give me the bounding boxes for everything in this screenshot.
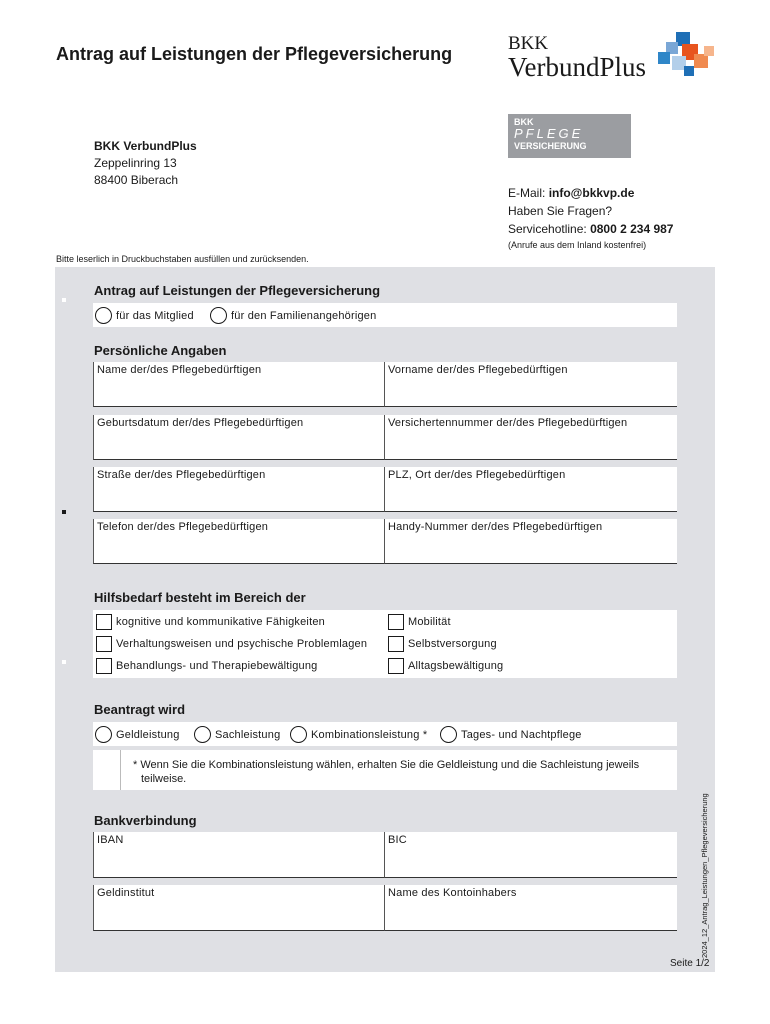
checkbox-icon[interactable] [388, 658, 404, 674]
fold-marker [62, 660, 66, 664]
field-versichertennummer[interactable] [384, 415, 677, 460]
checkbox-icon[interactable] [96, 636, 112, 652]
punch-marker [62, 510, 66, 514]
checkbox-verhalten[interactable] [96, 636, 367, 652]
option-label: Selbstversorgung [408, 638, 497, 650]
field-strasse[interactable] [93, 467, 384, 512]
email-label: E-Mail: [508, 186, 546, 200]
field-label: Telefon der/des Pflegebedürftigen [97, 521, 269, 533]
section-antrag-title: Antrag auf Leistungen der Pflegeversicherung [94, 283, 381, 298]
contact-question: Haben Sie Fragen? [508, 204, 613, 218]
pflegeversicherung-badge [508, 114, 631, 158]
field-label: Vorname der/des Pflegebedürftigen [388, 364, 568, 376]
field-label: Name der/des Pflegebedürftigen [97, 364, 262, 376]
option-familienangehoeriger[interactable] [210, 307, 376, 324]
option-sachleistung[interactable] [194, 726, 280, 743]
radio-icon[interactable] [95, 307, 112, 324]
field-label: Straße der/des Pflegebedürftigen [97, 469, 266, 481]
badge-line3: VERSICHERUNG [514, 141, 587, 151]
field-label: IBAN [97, 834, 124, 846]
recipient-address [94, 138, 197, 189]
field-bic[interactable] [384, 832, 677, 878]
page-number: Seite 1/2 [670, 958, 710, 969]
field-geldinstitut[interactable] [93, 885, 384, 931]
option-label: Verhaltungsweisen und psychische Problemlagen [116, 638, 368, 650]
checkbox-behandlung[interactable] [96, 658, 317, 674]
option-label: Mobilität [408, 616, 451, 628]
logo-squares-icon [632, 32, 718, 78]
instruction-text: Bitte leserlich in Druckbuchstaben ausfüllen und zurücksenden. [56, 254, 309, 264]
option-label: für den Familienangehörigen [231, 309, 377, 322]
logo-top-text: BKK [508, 33, 549, 54]
field-label: Handy-Nummer der/des Pflegebedürftigen [388, 521, 603, 533]
option-tages-nachtpflege[interactable] [440, 726, 582, 743]
hotline-note: (Anrufe aus dem Inland kostenfrei) [508, 240, 647, 250]
document-code: 2024_12_Antrag_Leistungen_Pflegeversicherung [700, 793, 709, 958]
address-city: 88400 Biberach [94, 173, 179, 187]
badge-line1: BKK [514, 117, 534, 127]
radio-icon[interactable] [210, 307, 227, 324]
hotline-number: 0800 2 234 987 [590, 222, 674, 236]
badge-line2: PFLEGE [514, 126, 584, 141]
hilfsbedarf-options [93, 610, 677, 678]
section-personal-title: Persönliche Angaben [94, 343, 227, 358]
field-label: Versichertennummer der/des Pflegebedürftigen [388, 417, 628, 429]
checkbox-icon[interactable] [388, 636, 404, 652]
logo-main-text: VerbundPlus [508, 52, 647, 82]
bkk-logo [508, 34, 646, 81]
email-link[interactable]: info@bkkvp.de [548, 186, 635, 200]
field-name[interactable] [93, 362, 384, 407]
checkbox-icon[interactable] [96, 658, 112, 674]
note-divider [120, 750, 677, 790]
field-handy[interactable] [384, 519, 677, 564]
section-beantragt-title: Beantragt wird [94, 702, 186, 717]
field-label: Name des Kontoinhabers [388, 887, 517, 899]
field-label: BIC [388, 834, 407, 846]
option-label: Behandlungs- und Therapiebewältigung [116, 660, 318, 672]
checkbox-mobilitaet[interactable] [388, 614, 451, 630]
option-mitglied[interactable] [95, 307, 194, 324]
address-street: Zeppelinring 13 [94, 156, 177, 170]
field-iban[interactable] [93, 832, 384, 878]
address-name: BKK VerbundPlus [94, 139, 197, 153]
radio-icon[interactable] [194, 726, 211, 743]
field-vorname[interactable] [384, 362, 677, 407]
option-label: Tages- und Nachtpflege [461, 728, 582, 741]
note-line1: * Wenn Sie die Kombinationsleistung wählen, erhalten Sie die Geldleistung und die Sachleistung jeweils [133, 759, 640, 771]
beantragt-options [93, 722, 677, 746]
hotline-label: Servicehotline: [508, 222, 587, 236]
option-kombinationsleistung[interactable] [290, 726, 427, 743]
radio-icon[interactable] [95, 726, 112, 743]
page-title: Antrag auf Leistungen der Pflegeversicherung [56, 44, 453, 64]
checkbox-kognitive[interactable] [96, 614, 325, 630]
field-label: Geldinstitut [97, 887, 155, 899]
radio-icon[interactable] [290, 726, 307, 743]
option-label: Geldleistung [116, 728, 180, 741]
contact-block [508, 184, 673, 252]
field-telefon[interactable] [93, 519, 384, 564]
section-bank-title: Bankverbindung [94, 813, 197, 828]
option-label: Alltagsbewältigung [408, 660, 504, 672]
field-geburtsdatum[interactable] [93, 415, 384, 460]
option-label: kognitive und kommunikative Fähigkeiten [116, 616, 325, 628]
checkbox-alltag[interactable] [388, 658, 503, 674]
field-kontoinhaber[interactable] [384, 885, 677, 931]
field-label: Geburtsdatum der/des Pflegebedürftigen [97, 417, 304, 429]
option-label: Sachleistung [215, 728, 281, 741]
note-line2: teilweise. [141, 773, 187, 785]
antrag-options-bar [93, 303, 677, 327]
option-geldleistung[interactable] [95, 726, 180, 743]
checkbox-selbstversorgung[interactable] [388, 636, 497, 652]
checkbox-icon[interactable] [96, 614, 112, 630]
section-hilfsbedarf-title: Hilfsbedarf besteht im Bereich der [94, 590, 306, 605]
option-label: für das Mitglied [116, 309, 194, 322]
field-plz-ort[interactable] [384, 467, 677, 512]
checkbox-icon[interactable] [388, 614, 404, 630]
field-label: PLZ, Ort der/des Pflegebedürftigen [388, 469, 566, 481]
fold-marker [62, 298, 66, 302]
radio-icon[interactable] [440, 726, 457, 743]
option-label: Kombinationsleistung * [311, 728, 428, 741]
